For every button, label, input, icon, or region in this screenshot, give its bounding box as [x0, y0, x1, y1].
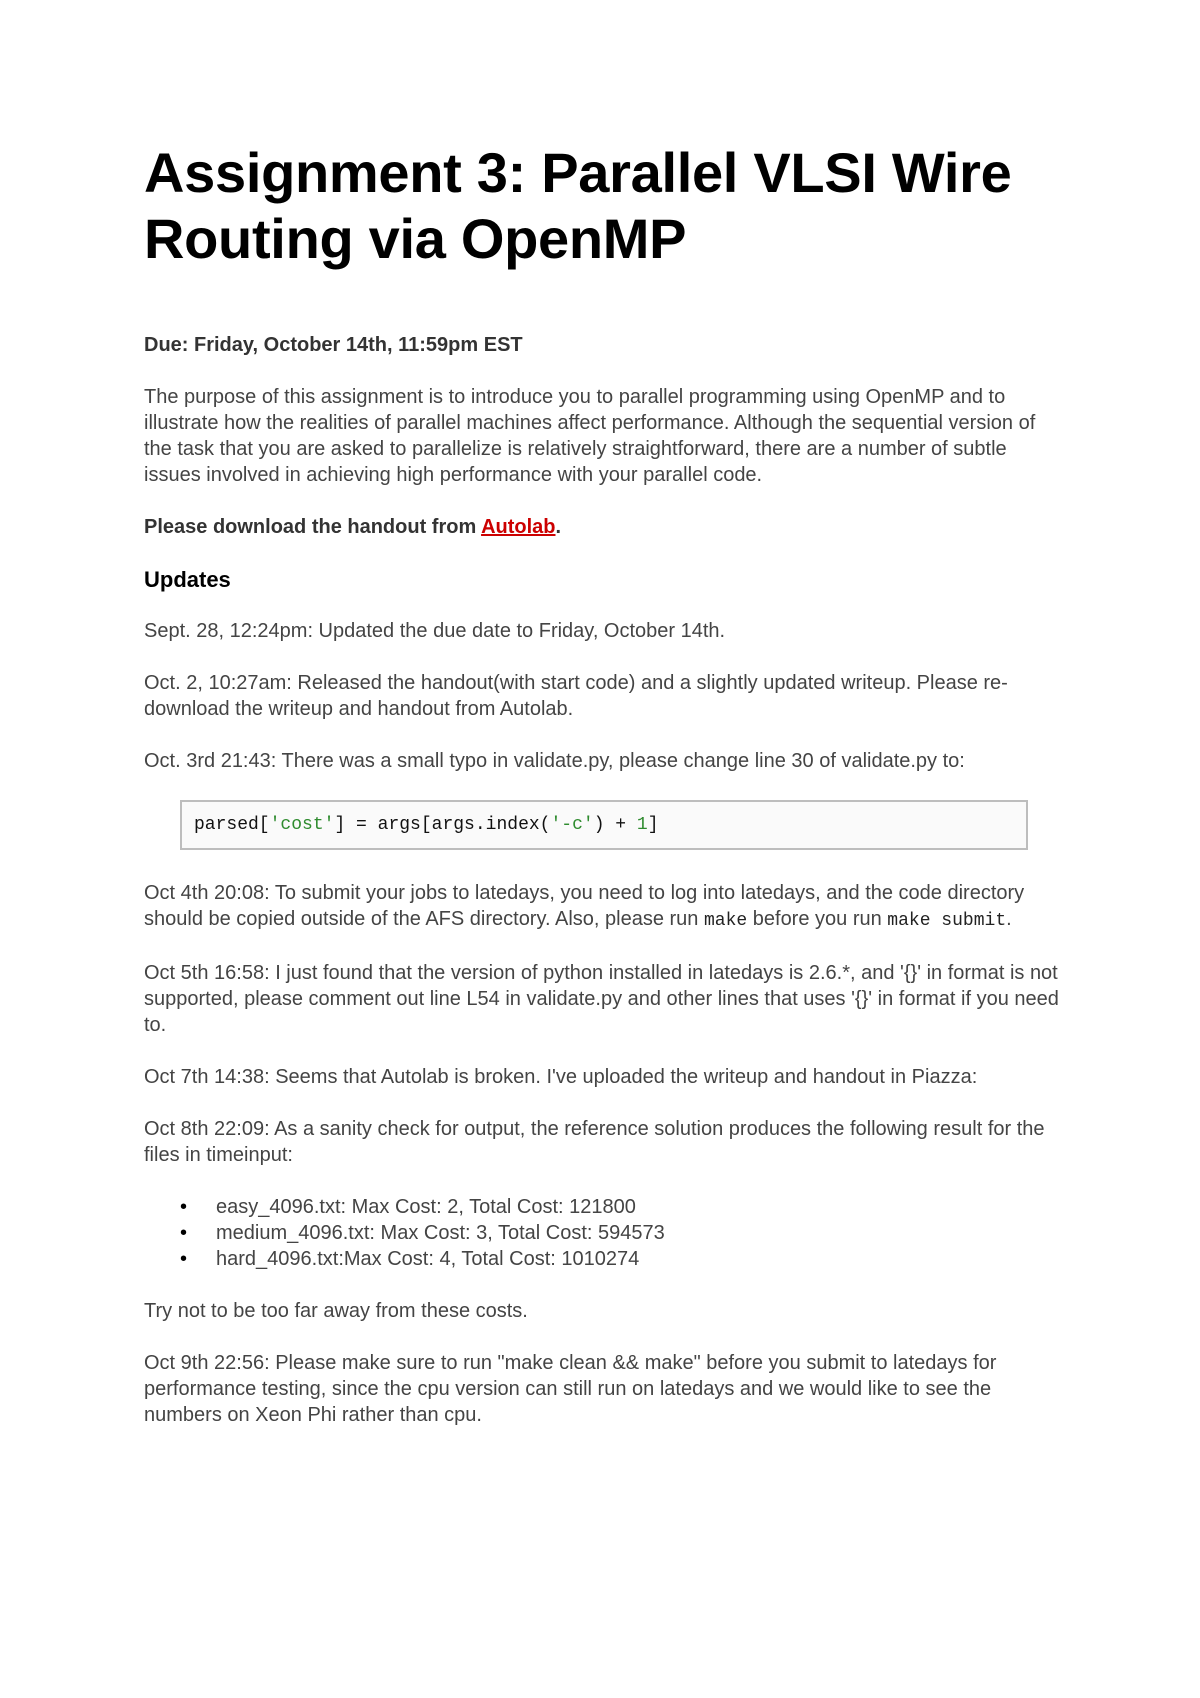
update-item: Oct 9th 22:56: Please make sure to run "make clean && make" before you submit to latedays for performance testing, since the cpu version can still run on latedays and we would like to see the numbers on Xeon Phi rather than cpu. [144, 1352, 997, 1426]
list-item-text: hard_4096.txt:Max Cost: 4, Total Cost: 1010274 [216, 1248, 640, 1270]
code-string: 'cost' [269, 815, 335, 835]
update-item: Oct 5th 16:58: I just found that the version of python installed in latedays is 2.6.*, and '{}' in format is not supported, please comment out line L54 in validate.py and other lines that uses '{}' in format if you need to. [144, 962, 1059, 1036]
bullet-icon: • [180, 1196, 188, 1218]
bullet-icon: • [180, 1248, 188, 1270]
inline-code: make [703, 911, 748, 931]
update-item: Oct 8th 22:09: As a sanity check for output, the reference solution produces the following result for the files in timeinput: [144, 1118, 1045, 1166]
list-item [180, 1246, 1064, 1272]
bullet-icon: • [180, 1222, 188, 1244]
intro-paragraph: The purpose of this assignment is to introduce you to parallel programming using OpenMP and to illustrate how the realities of parallel machines affect performance. Although the sequential version of the task that you are asked to parallelize is relatively straightforward, there are a number of subtle issues involved in achieving high performance with your parallel code. [144, 386, 1036, 486]
update-item: Oct. 2, 10:27am: Released the handout(with start code) and a slightly updated writeup. Please re-download the writeup and handout from Autolab. [144, 672, 1008, 720]
updates-heading: Updates [144, 567, 231, 592]
autolab-link[interactable]: Autolab [481, 516, 556, 538]
results-list [144, 1194, 1064, 1272]
code-block[interactable] [180, 800, 1028, 850]
update-text: . [1006, 908, 1012, 930]
code-token: ] = args[args.index( [334, 815, 551, 835]
due-date: Due: Friday, October 14th, 11:59pm EST [144, 334, 523, 356]
download-prefix: Please download the handout from [144, 516, 482, 538]
inline-code: make submit [887, 911, 1007, 931]
list-item-text: medium_4096.txt: Max Cost: 3, Total Cost: 594573 [216, 1222, 665, 1244]
download-notice [144, 514, 1064, 540]
list-item [180, 1220, 1064, 1246]
update-item: Try not to be too far away from these costs. [144, 1300, 528, 1322]
title-line-1: Assignment 3: Parallel VLSI Wire [144, 141, 1012, 204]
update-item: Oct 7th 14:38: Seems that Autolab is broken. I've uploaded the writeup and handout in Piazza: [144, 1066, 978, 1088]
update-item [144, 880, 1064, 934]
code-number: 1 [636, 815, 648, 835]
document-page [144, 140, 1064, 1454]
code-token: parsed[ [194, 815, 270, 835]
list-item-text: easy_4096.txt: Max Cost: 2, Total Cost: 121800 [216, 1196, 636, 1218]
code-string: '-c' [550, 815, 594, 835]
page-title [144, 140, 1064, 272]
update-text: Oct 4th 20:08: To submit your jobs to latedays, you need to log into latedays, and the code directory should be copied outside of the AFS directory. Also, please run [144, 882, 1025, 930]
list-item [180, 1194, 1064, 1220]
code-token: ] [647, 815, 659, 835]
update-text: before you run [747, 908, 888, 930]
title-line-2: Routing via OpenMP [144, 207, 687, 270]
update-item: Sept. 28, 12:24pm: Updated the due date to Friday, October 14th. [144, 620, 726, 642]
download-suffix: . [555, 516, 562, 538]
code-token: ) + [593, 815, 637, 835]
update-item: Oct. 3rd 21:43: There was a small typo in validate.py, please change line 30 of validate.py to: [144, 750, 965, 772]
